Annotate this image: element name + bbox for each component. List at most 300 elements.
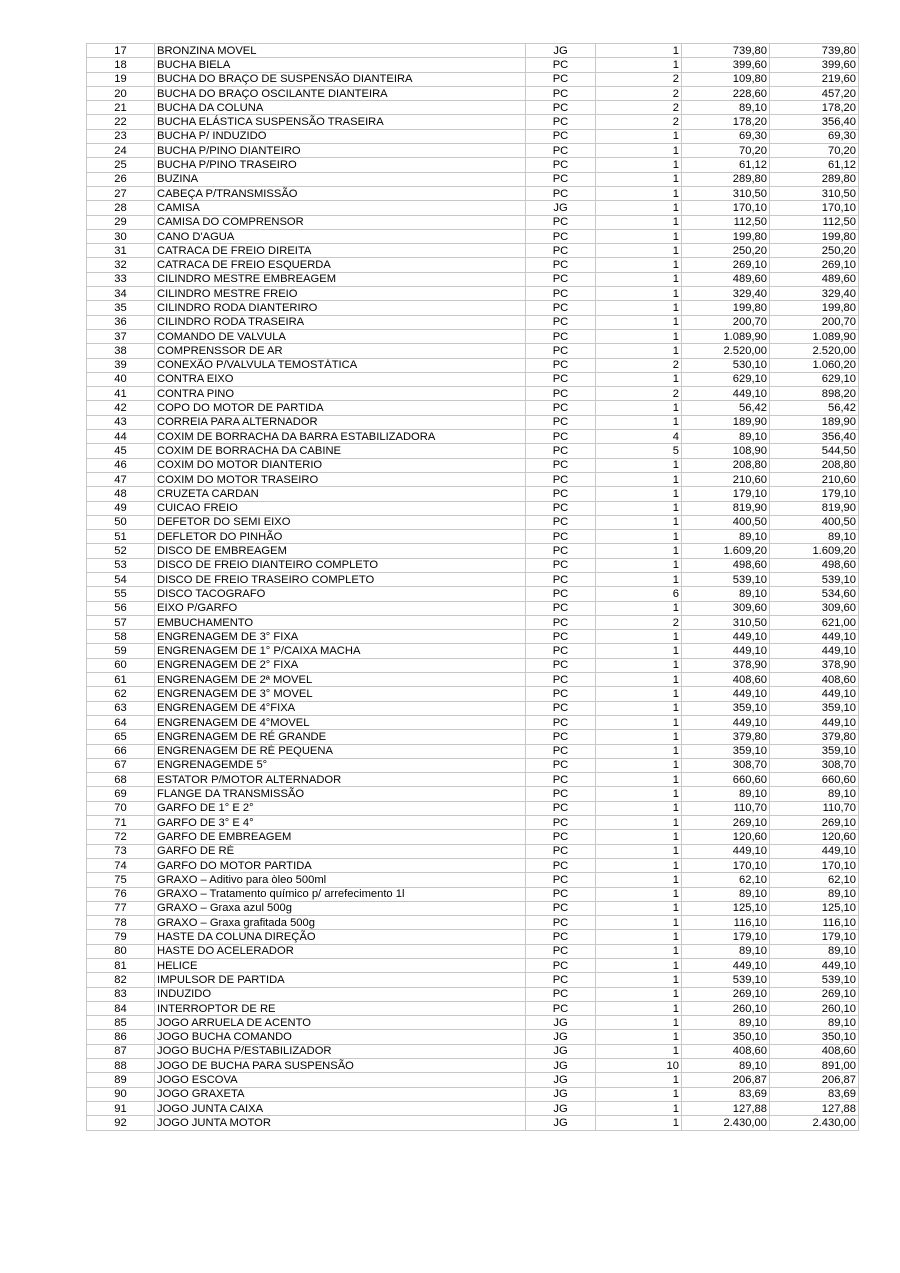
item-number: 35	[87, 301, 155, 315]
item-total: 200,70	[770, 315, 859, 329]
item-unit-price: 125,10	[682, 901, 770, 915]
item-quantity: 1	[596, 901, 682, 915]
table-row	[87, 758, 859, 772]
item-description: DISCO DE EMBREAGEM	[155, 544, 526, 558]
item-number: 51	[87, 530, 155, 544]
item-unit-price: 269,10	[682, 987, 770, 1001]
table-row	[87, 458, 859, 472]
item-number: 53	[87, 558, 155, 572]
table-row	[87, 229, 859, 243]
item-quantity: 1	[596, 258, 682, 272]
item-description: DISCO DE FREIO DIANTEIRO COMPLETO	[155, 558, 526, 572]
item-number: 60	[87, 658, 155, 672]
item-description: DEFETOR DO SEMI EIXO	[155, 515, 526, 529]
item-description: COXIM DE BORRACHA DA CABINE	[155, 444, 526, 458]
item-description: ESTATOR P/MOTOR ALTERNADOR	[155, 773, 526, 787]
item-unit-price: 539,10	[682, 973, 770, 987]
item-number: 19	[87, 72, 155, 86]
item-unit-price: 449,10	[682, 844, 770, 858]
item-total: 891,00	[770, 1059, 859, 1073]
item-unit-price: 359,10	[682, 701, 770, 715]
item-description: CONEXÃO P/VALVULA TEMOSTÁTICA	[155, 358, 526, 372]
item-total: 356,40	[770, 430, 859, 444]
item-quantity: 1	[596, 715, 682, 729]
item-unit: PC	[526, 615, 596, 629]
item-unit: PC	[526, 58, 596, 72]
item-quantity: 1	[596, 959, 682, 973]
table-row	[87, 272, 859, 286]
item-total: 89,10	[770, 1016, 859, 1030]
item-number: 81	[87, 959, 155, 973]
table-row	[87, 801, 859, 815]
item-unit: PC	[526, 601, 596, 615]
item-unit: JG	[526, 44, 596, 58]
item-unit-price: 308,70	[682, 758, 770, 772]
item-unit-price: 179,10	[682, 487, 770, 501]
item-number: 36	[87, 315, 155, 329]
item-quantity: 1	[596, 858, 682, 872]
item-description: BUCHA DA COLUNA	[155, 101, 526, 115]
item-number: 29	[87, 215, 155, 229]
item-quantity: 1	[596, 487, 682, 501]
item-total: 179,10	[770, 487, 859, 501]
item-unit-price: 189,90	[682, 415, 770, 429]
item-total: 378,90	[770, 658, 859, 672]
item-total: 110,70	[770, 801, 859, 815]
item-quantity: 1	[596, 930, 682, 944]
item-unit-price: 379,80	[682, 730, 770, 744]
table-row	[87, 430, 859, 444]
item-unit: PC	[526, 472, 596, 486]
item-unit: JG	[526, 1073, 596, 1087]
item-description: INTERROPTOR DE RE	[155, 1001, 526, 1015]
item-unit: PC	[526, 1001, 596, 1015]
table-row	[87, 973, 859, 987]
table-row	[87, 72, 859, 86]
table-row	[87, 358, 859, 372]
item-description: CILINDRO MESTRE FREIO	[155, 287, 526, 301]
item-unit-price: 170,10	[682, 201, 770, 215]
item-unit: PC	[526, 301, 596, 315]
item-total: 489,60	[770, 272, 859, 286]
item-description: GRAXO – Tratamento químico p/ arrefecimento 1l	[155, 887, 526, 901]
item-quantity: 1	[596, 172, 682, 186]
item-number: 46	[87, 458, 155, 472]
item-unit: PC	[526, 101, 596, 115]
item-description: ENGRENAGEM DE 4°MOVEL	[155, 715, 526, 729]
item-unit: PC	[526, 930, 596, 944]
item-number: 68	[87, 773, 155, 787]
item-number: 61	[87, 673, 155, 687]
table-row	[87, 530, 859, 544]
item-description: HASTE DA COLUNA DIREÇÃO	[155, 930, 526, 944]
item-description: GARFO DO MOTOR PARTIDA	[155, 858, 526, 872]
item-number: 40	[87, 372, 155, 386]
table-row	[87, 916, 859, 930]
item-quantity: 1	[596, 458, 682, 472]
item-total: 539,10	[770, 973, 859, 987]
item-total: 89,10	[770, 787, 859, 801]
item-number: 78	[87, 916, 155, 930]
item-total: 449,10	[770, 844, 859, 858]
item-unit-price: 127,88	[682, 1101, 770, 1115]
item-number: 24	[87, 144, 155, 158]
item-number: 74	[87, 858, 155, 872]
item-unit-price: 289,80	[682, 172, 770, 186]
item-description: JOGO ESCOVA	[155, 1073, 526, 1087]
item-quantity: 1	[596, 687, 682, 701]
item-total: 660,60	[770, 773, 859, 787]
table-row	[87, 501, 859, 515]
item-quantity: 1	[596, 916, 682, 930]
item-number: 47	[87, 472, 155, 486]
item-unit: PC	[526, 773, 596, 787]
item-description: DISCO TACOGRAFO	[155, 587, 526, 601]
item-unit-price: 408,60	[682, 1044, 770, 1058]
item-description: CATRACA DE FREIO ESQUERDA	[155, 258, 526, 272]
item-quantity: 1	[596, 44, 682, 58]
item-quantity: 1	[596, 844, 682, 858]
item-unit-price: 89,10	[682, 887, 770, 901]
item-description: IMPULSOR DE PARTIDA	[155, 973, 526, 987]
item-unit: JG	[526, 1030, 596, 1044]
item-number: 76	[87, 887, 155, 901]
table-row	[87, 244, 859, 258]
item-unit: PC	[526, 658, 596, 672]
item-description: GRAXO – Graxa azul 500g	[155, 901, 526, 915]
table-row	[87, 930, 859, 944]
item-quantity: 1	[596, 201, 682, 215]
item-quantity: 6	[596, 587, 682, 601]
item-unit: PC	[526, 944, 596, 958]
item-total: 539,10	[770, 572, 859, 586]
item-number: 18	[87, 58, 155, 72]
item-description: JOGO JUNTA CAIXA	[155, 1101, 526, 1115]
item-quantity: 1	[596, 601, 682, 615]
item-number: 48	[87, 487, 155, 501]
item-quantity: 1	[596, 329, 682, 343]
item-description: CORREIA PARA ALTERNADOR	[155, 415, 526, 429]
item-unit-price: 89,10	[682, 530, 770, 544]
item-total: 629,10	[770, 372, 859, 386]
item-description: BUCHA DO BRAÇO OSCILANTE DIANTEIRA	[155, 86, 526, 100]
item-number: 77	[87, 901, 155, 915]
item-unit: PC	[526, 372, 596, 386]
item-number: 63	[87, 701, 155, 715]
item-unit: PC	[526, 430, 596, 444]
item-unit: PC	[526, 415, 596, 429]
item-description: CILINDRO RODA DIANTERIRO	[155, 301, 526, 315]
item-description: BUCHA BIELA	[155, 58, 526, 72]
item-description: GARFO DE RÉ	[155, 844, 526, 858]
item-quantity: 1	[596, 244, 682, 258]
item-unit: PC	[526, 115, 596, 129]
item-description: GARFO DE EMBREAGEM	[155, 830, 526, 844]
item-unit-price: 89,10	[682, 101, 770, 115]
item-quantity: 2	[596, 387, 682, 401]
item-total: 116,10	[770, 916, 859, 930]
item-description: COMANDO DE VALVULA	[155, 329, 526, 343]
item-unit-price: 310,50	[682, 186, 770, 200]
item-unit: PC	[526, 215, 596, 229]
item-number: 41	[87, 387, 155, 401]
item-quantity: 1	[596, 287, 682, 301]
item-unit: PC	[526, 873, 596, 887]
item-number: 84	[87, 1001, 155, 1015]
item-unit-price: 2.520,00	[682, 344, 770, 358]
item-quantity: 1	[596, 801, 682, 815]
item-unit: PC	[526, 86, 596, 100]
item-unit-price: 399,60	[682, 58, 770, 72]
item-total: 544,50	[770, 444, 859, 458]
item-quantity: 1	[596, 1116, 682, 1130]
item-description: COXIM DE BORRACHA DA BARRA ESTABILIZADORA	[155, 430, 526, 444]
item-number: 17	[87, 44, 155, 58]
item-unit-price: 449,10	[682, 959, 770, 973]
item-description: CATRACA DE FREIO DIREITA	[155, 244, 526, 258]
item-unit: JG	[526, 201, 596, 215]
item-number: 55	[87, 587, 155, 601]
item-unit: PC	[526, 801, 596, 815]
item-unit-price: 449,10	[682, 387, 770, 401]
item-total: 269,10	[770, 987, 859, 1001]
table-row	[87, 887, 859, 901]
table-row	[87, 415, 859, 429]
item-description: EIXO P/GARFO	[155, 601, 526, 615]
table-row	[87, 773, 859, 787]
item-quantity: 1	[596, 1016, 682, 1030]
item-quantity: 1	[596, 887, 682, 901]
item-unit: PC	[526, 401, 596, 415]
item-quantity: 1	[596, 144, 682, 158]
table-row	[87, 558, 859, 572]
item-number: 62	[87, 687, 155, 701]
item-unit-price: 449,10	[682, 644, 770, 658]
item-number: 65	[87, 730, 155, 744]
item-unit-price: 112,50	[682, 215, 770, 229]
item-number: 39	[87, 358, 155, 372]
item-description: GRAXO – Aditivo para òleo 500ml	[155, 873, 526, 887]
item-unit: PC	[526, 530, 596, 544]
table-row	[87, 201, 859, 215]
item-unit-price: 819,90	[682, 501, 770, 515]
item-quantity: 1	[596, 673, 682, 687]
item-number: 83	[87, 987, 155, 1001]
item-total: 269,10	[770, 258, 859, 272]
item-unit-price: 739,80	[682, 44, 770, 58]
item-description: ENGRENAGEM DE RÉ PEQUENA	[155, 744, 526, 758]
item-number: 56	[87, 601, 155, 615]
parts-table-body	[87, 44, 859, 1131]
item-number: 52	[87, 544, 155, 558]
item-total: 62,10	[770, 873, 859, 887]
item-unit-price: 62,10	[682, 873, 770, 887]
item-unit: PC	[526, 544, 596, 558]
item-unit-price: 660,60	[682, 773, 770, 787]
item-description: INDUZIDO	[155, 987, 526, 1001]
item-total: 2.520,00	[770, 344, 859, 358]
item-total: 457,20	[770, 86, 859, 100]
item-unit-price: 269,10	[682, 258, 770, 272]
table-row	[87, 186, 859, 200]
item-unit-price: 208,80	[682, 458, 770, 472]
item-unit: PC	[526, 830, 596, 844]
item-unit-price: 359,10	[682, 744, 770, 758]
item-number: 80	[87, 944, 155, 958]
item-unit-price: 449,10	[682, 715, 770, 729]
item-number: 25	[87, 158, 155, 172]
item-description: ENGRENAGEM DE 1° P/CAIXA MACHA	[155, 644, 526, 658]
item-quantity: 1	[596, 186, 682, 200]
table-row	[87, 687, 859, 701]
item-total: 289,80	[770, 172, 859, 186]
table-row	[87, 901, 859, 915]
table-row	[87, 1016, 859, 1030]
item-number: 64	[87, 715, 155, 729]
item-number: 42	[87, 401, 155, 415]
item-quantity: 1	[596, 773, 682, 787]
item-quantity: 2	[596, 115, 682, 129]
item-number: 34	[87, 287, 155, 301]
item-unit: PC	[526, 144, 596, 158]
table-row	[87, 144, 859, 158]
item-unit: PC	[526, 758, 596, 772]
item-description: BUCHA ELÁSTICA SUSPENSÃO TRASEIRA	[155, 115, 526, 129]
item-description: COXIM DO MOTOR TRASEIRO	[155, 472, 526, 486]
table-row	[87, 544, 859, 558]
item-unit: PC	[526, 458, 596, 472]
table-row	[87, 744, 859, 758]
item-number: 49	[87, 501, 155, 515]
parts-table	[86, 43, 859, 1131]
item-unit-price: 206,87	[682, 1073, 770, 1087]
item-total: 2.430,00	[770, 1116, 859, 1130]
item-unit: PC	[526, 186, 596, 200]
item-quantity: 1	[596, 701, 682, 715]
item-unit: PC	[526, 572, 596, 586]
table-row	[87, 515, 859, 529]
item-quantity: 1	[596, 744, 682, 758]
item-number: 79	[87, 930, 155, 944]
item-unit-price: 199,80	[682, 301, 770, 315]
table-row	[87, 730, 859, 744]
item-description: ENGRENAGEM DE 3° FIXA	[155, 630, 526, 644]
item-description: BUCHA P/PINO DIANTEIRO	[155, 144, 526, 158]
item-quantity: 4	[596, 430, 682, 444]
item-number: 71	[87, 816, 155, 830]
item-unit: PC	[526, 158, 596, 172]
item-unit-price: 228,60	[682, 86, 770, 100]
item-quantity: 1	[596, 787, 682, 801]
item-unit-price: 61,12	[682, 158, 770, 172]
item-unit-price: 1.609,20	[682, 544, 770, 558]
item-number: 27	[87, 186, 155, 200]
item-description: BUCHA DO BRAÇO DE SUSPENSÃO DIANTEIRA	[155, 72, 526, 86]
table-row	[87, 858, 859, 872]
item-unit: PC	[526, 787, 596, 801]
item-description: BUCHA P/ INDUZIDO	[155, 129, 526, 143]
item-description: COMPRENSSOR DE AR	[155, 344, 526, 358]
table-row	[87, 172, 859, 186]
item-unit-price: 89,10	[682, 1016, 770, 1030]
item-number: 59	[87, 644, 155, 658]
table-row	[87, 944, 859, 958]
table-row	[87, 787, 859, 801]
table-row	[87, 1001, 859, 1015]
item-unit: PC	[526, 587, 596, 601]
item-total: 56,42	[770, 401, 859, 415]
item-quantity: 1	[596, 344, 682, 358]
item-unit: PC	[526, 844, 596, 858]
item-unit-price: 199,80	[682, 229, 770, 243]
item-description: ENGRENAGEM DE RÉ GRANDE	[155, 730, 526, 744]
item-total: 89,10	[770, 887, 859, 901]
item-number: 88	[87, 1059, 155, 1073]
item-description: COXIM DO MOTOR DIANTERIO	[155, 458, 526, 472]
item-quantity: 1	[596, 730, 682, 744]
table-row	[87, 129, 859, 143]
item-total: 179,10	[770, 930, 859, 944]
item-unit: PC	[526, 858, 596, 872]
item-description: JOGO JUNTA MOTOR	[155, 1116, 526, 1130]
item-unit: PC	[526, 558, 596, 572]
item-description: ENGRENAGEM DE 2ª MOVEL	[155, 673, 526, 687]
item-unit: PC	[526, 387, 596, 401]
item-description: DISCO DE FREIO TRASEIRO COMPLETO	[155, 572, 526, 586]
item-total: 120,60	[770, 830, 859, 844]
item-quantity: 1	[596, 944, 682, 958]
item-total: 89,10	[770, 530, 859, 544]
item-description: JOGO GRAXETA	[155, 1087, 526, 1101]
item-unit-price: 178,20	[682, 115, 770, 129]
item-quantity: 2	[596, 72, 682, 86]
table-row	[87, 1073, 859, 1087]
item-total: 308,70	[770, 758, 859, 772]
item-total: 219,60	[770, 72, 859, 86]
table-row	[87, 372, 859, 386]
item-unit-price: 69,30	[682, 129, 770, 143]
item-unit: PC	[526, 887, 596, 901]
item-quantity: 1	[596, 372, 682, 386]
table-row	[87, 615, 859, 629]
item-description: CANO D'AGUA	[155, 229, 526, 243]
item-unit: PC	[526, 987, 596, 1001]
item-number: 23	[87, 129, 155, 143]
item-quantity: 2	[596, 86, 682, 100]
table-row	[87, 630, 859, 644]
item-total: 329,40	[770, 287, 859, 301]
item-total: 269,10	[770, 816, 859, 830]
item-unit: PC	[526, 501, 596, 515]
item-unit-price: 498,60	[682, 558, 770, 572]
item-unit-price: 179,10	[682, 930, 770, 944]
table-row	[87, 673, 859, 687]
item-quantity: 1	[596, 1073, 682, 1087]
item-description: CABEÇA P/TRANSMISSÃO	[155, 186, 526, 200]
item-unit: PC	[526, 287, 596, 301]
item-unit: PC	[526, 701, 596, 715]
item-quantity: 1	[596, 572, 682, 586]
item-number: 91	[87, 1101, 155, 1115]
table-row	[87, 387, 859, 401]
item-quantity: 1	[596, 973, 682, 987]
item-total: 819,90	[770, 501, 859, 515]
item-quantity: 1	[596, 472, 682, 486]
item-number: 75	[87, 873, 155, 887]
table-row	[87, 115, 859, 129]
item-unit-price: 109,80	[682, 72, 770, 86]
item-total: 359,10	[770, 701, 859, 715]
